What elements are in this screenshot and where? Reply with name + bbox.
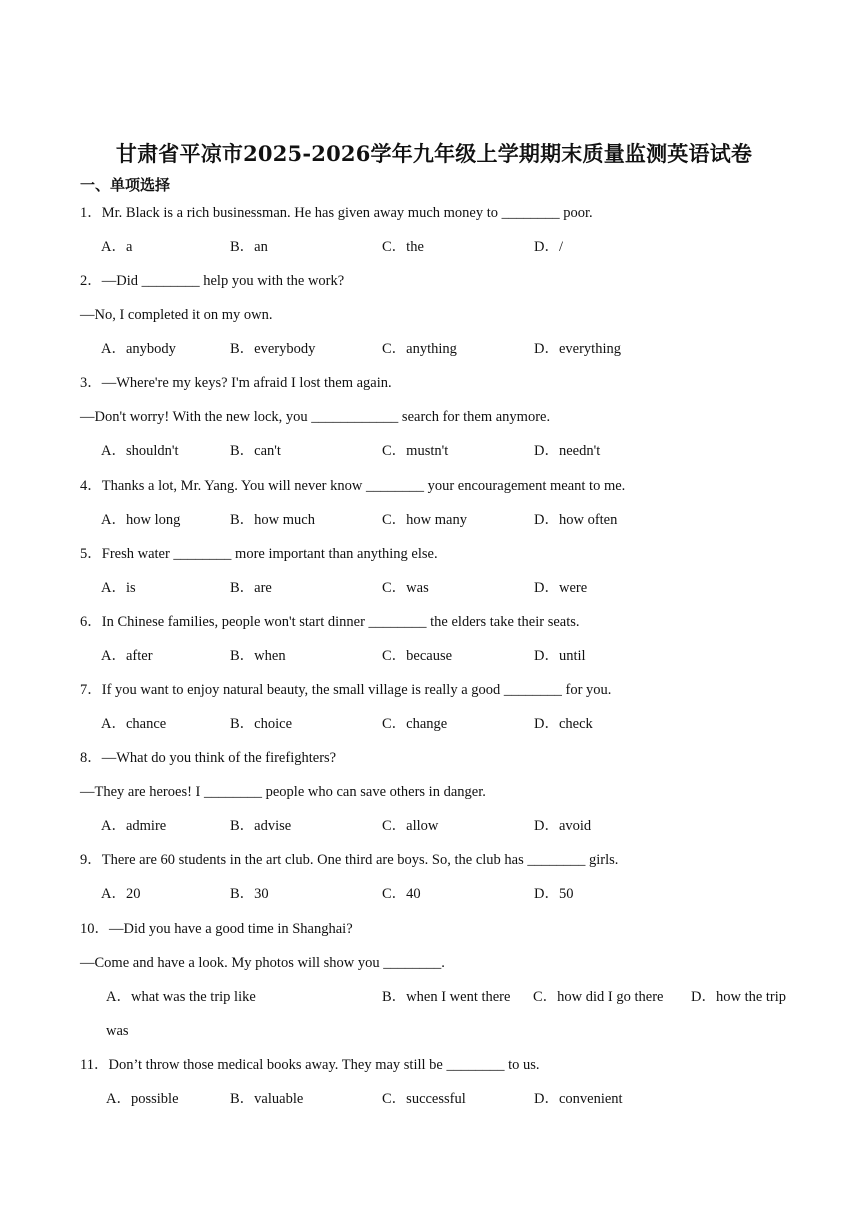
answer-option: B．when I went there <box>382 989 511 1005</box>
answer-option: C．because <box>382 648 453 664</box>
answer-option-continuation: was <box>106 1023 129 1039</box>
answer-option: D．convenient <box>534 1091 623 1107</box>
question-text: Mr. Black is a rich businessman. He has given away much money to ________ poor. <box>101 205 593 221</box>
answer-option: C．allow <box>382 818 439 834</box>
question-stem <box>80 612 580 632</box>
question-text: If you want to enjoy natural beauty, the small village is really a good ________ for you. <box>101 682 612 698</box>
answer-option: B．an <box>230 239 268 255</box>
question-number: 1． <box>80 205 102 221</box>
answer-option: C．how many <box>382 512 467 528</box>
answer-option: D．how the trip <box>691 989 787 1005</box>
answer-option: C．40 <box>382 886 421 902</box>
answer-option: C．was <box>382 580 429 596</box>
question-text: Thanks a lot, Mr. Yang. You will never know ________ your encouragement meant to me. <box>101 478 626 494</box>
dialogue-line: —Don't worry! With the new lock, you ____________ search for them anymore. <box>80 409 551 425</box>
page-title: 甘肃省平凉市2025-2026学年九年级上学期期末质量监测英语试卷 <box>115 141 753 166</box>
question-stem <box>80 919 353 939</box>
question-text: Don’t throw those medical books away. They may still be ________ to us. <box>108 1057 540 1073</box>
question-stem <box>80 271 344 291</box>
question-stem <box>80 748 336 768</box>
question-stem <box>80 373 392 393</box>
answer-option: A．possible <box>106 1091 179 1107</box>
answer-option: A．shouldn't <box>101 443 179 459</box>
answer-option: A．admire <box>101 818 167 834</box>
answer-option: D．everything <box>534 341 621 357</box>
question-number: 2． <box>80 273 102 289</box>
answer-option: D．were <box>534 580 588 596</box>
question-number: 5． <box>80 546 102 562</box>
answer-option: B．how much <box>230 512 315 528</box>
question-number: 8． <box>80 750 102 766</box>
question-number: 11． <box>80 1057 109 1073</box>
answer-option: A．after <box>101 648 153 664</box>
answer-option: B．everybody <box>230 341 316 357</box>
answer-option: C．successful <box>382 1091 466 1107</box>
dialogue-line: —Come and have a look. My photos will show you ________. <box>80 955 445 971</box>
question-stem <box>80 476 625 496</box>
answer-option: C．how did I go there <box>533 989 664 1005</box>
answer-option: B．valuable <box>230 1091 304 1107</box>
answer-option: D．50 <box>534 886 574 902</box>
answer-option: A．a <box>101 239 133 255</box>
answer-option: B．30 <box>230 886 269 902</box>
question-number: 10． <box>80 921 109 937</box>
answer-option: A．is <box>101 580 136 596</box>
answer-option: B．advise <box>230 818 292 834</box>
question-stem <box>80 1055 540 1075</box>
question-text: —Did you have a good time in Shanghai? <box>109 921 353 937</box>
question-stem <box>80 680 611 700</box>
answer-option: C．change <box>382 716 448 732</box>
answer-option: D．check <box>534 716 593 732</box>
section-heading: 一、单项选择 <box>80 176 171 194</box>
dialogue-line: —No, I completed it on my own. <box>80 307 273 323</box>
question-text: There are 60 students in the art club. One third are boys. So, the club has ________ girls. <box>101 852 619 868</box>
answer-option: D．needn't <box>534 443 601 459</box>
answer-option: A．anybody <box>101 341 176 357</box>
question-number: 6． <box>80 614 102 630</box>
answer-option: D．until <box>534 648 586 664</box>
answer-option: D．/ <box>534 239 563 255</box>
question-number: 9． <box>80 852 102 868</box>
answer-option: A．chance <box>101 716 167 732</box>
answer-option: D．avoid <box>534 818 592 834</box>
question-number: 7． <box>80 682 102 698</box>
answer-option: A．20 <box>101 886 141 902</box>
question-text: —Did ________ help you with the work? <box>101 273 345 289</box>
question-text: In Chinese families, people won't start dinner ________ the elders take their seats. <box>101 614 580 630</box>
question-number: 4． <box>80 478 102 494</box>
answer-option: B．can't <box>230 443 281 459</box>
question-text: Fresh water ________ more important than anything else. <box>101 546 438 562</box>
answer-option: C．the <box>382 239 424 255</box>
question-number: 3． <box>80 375 102 391</box>
question-text: —Where're my keys? I'm afraid I lost them again. <box>101 375 392 391</box>
question-stem <box>80 544 438 564</box>
question-text: —What do you think of the firefighters? <box>101 750 337 766</box>
answer-option: A．how long <box>101 512 181 528</box>
answer-option: B．when <box>230 648 286 664</box>
answer-option: D．how often <box>534 512 618 528</box>
question-stem <box>80 850 618 870</box>
answer-option: C．mustn't <box>382 443 449 459</box>
answer-option: C．anything <box>382 341 457 357</box>
answer-option: B．choice <box>230 716 293 732</box>
answer-option: B．are <box>230 580 272 596</box>
answer-option: A．what was the trip like <box>106 989 256 1005</box>
question-stem <box>80 203 593 223</box>
dialogue-line: —They are heroes! I ________ people who can save others in danger. <box>80 784 486 800</box>
